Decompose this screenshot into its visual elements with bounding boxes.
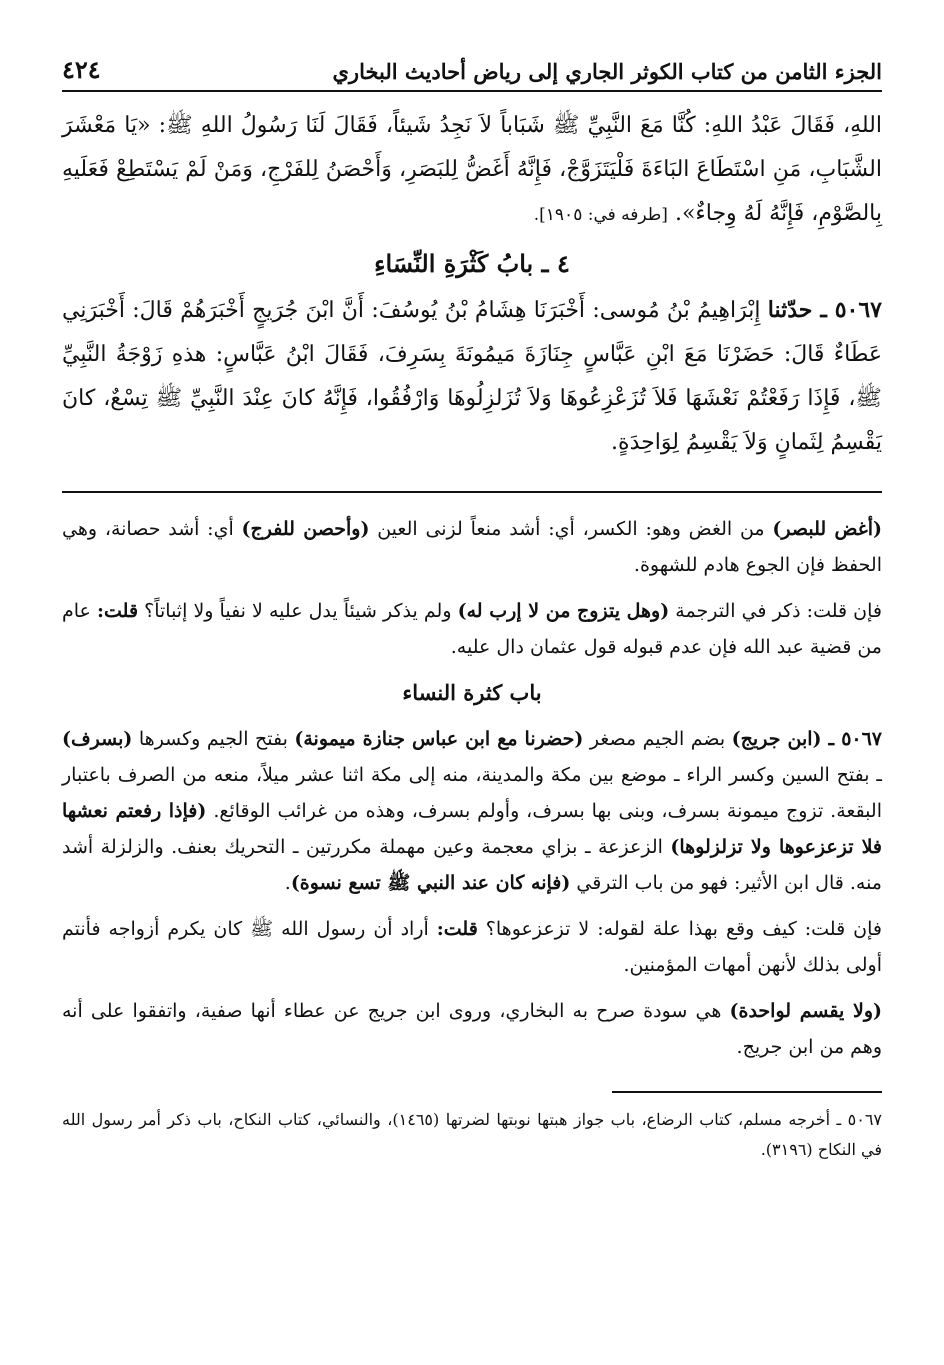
chapter-heading: ٤ ـ بابُ كَثْرَةِ النِّسَاءِ — [374, 249, 570, 278]
bold-term: (وهل يتزوج من لا إرب له) — [457, 600, 670, 622]
text-span: بضم الجيم مصغر — [583, 728, 732, 750]
bold-term: (وأحصن للفرج) — [241, 518, 370, 540]
bold-term: (أغض للبصر) — [772, 518, 882, 540]
bold-term: (فإذا رفعتم نعشها فلا تزعزعوها ولا تزلزلوها) — [62, 800, 883, 858]
commentary — [62, 511, 882, 1065]
tarf-reference: [طرفه في: ١٩٠٥]. — [533, 205, 668, 225]
commentary-heading: باب كثرة النساء — [402, 680, 542, 705]
text-span: بفتح الجيم وكسرها — [132, 728, 295, 750]
text-span: فإن قلت: ذكر في الترجمة — [669, 600, 883, 622]
commentary-paragraph — [62, 911, 882, 983]
text-span: عام من قضية عبد الله فإن عدم قبوله قول عثمان دال عليه. — [62, 600, 882, 658]
text-span: أراد أن رسول الله ﷺ كان يكرم أزواجه فأنتم أولى بذلك لأنهن أمهات المؤمنين. — [62, 918, 882, 976]
text-span: من الغض وهو: الكسر، أي: أشد منعاً لزنى العين — [369, 518, 773, 540]
bold-term: ٥٠٦٧ ـ (ابن جريج) — [731, 728, 883, 750]
commentary-paragraph — [62, 721, 882, 901]
running-title: الجزء الثامن من كتاب الكوثر الجاري إلى رياض أحاديث البخاري — [332, 59, 882, 84]
bold-term: (فإنه كان عند النبي ﷺ تسع نسوة) — [290, 872, 571, 894]
bold-term: (ولا يقسم لواحدة) — [729, 1000, 882, 1022]
text-span: ولم يذكر شيئاً يدل عليه لا نفياً ولا إثباتاً؟ — [138, 600, 458, 622]
text-span: الزعزعة ـ بزاي معجمة وعين مهملة مكررتين ـ التحريك بعنف. والزلزلة أشد منه. قال ابن الأثير: فهو من باب الترقي — [62, 836, 882, 894]
text-span: ـ بفتح السين وكسر الراء ـ موضع بين مكة والمدينة، منه إلى مكة اثنا عشر ميلاً، منعه من الصرف باعتبار البقعة. تزوج ميمونة بسرف، وبنى بها بسرف، وأولم بسرف، وهذه من غرائب الوقائع. — [62, 764, 882, 822]
hadith-5067 — [62, 288, 882, 465]
commentary-paragraph — [62, 593, 882, 665]
commentary-paragraph — [62, 511, 882, 583]
bold-term: قلت: — [436, 918, 478, 940]
hadith-text: إِبْرَاهِيمُ بْنُ مُوسى: أَخْبَرَنَا هِشَامُ بْنُ يُوسُفَ: أَنَّ ابْنَ جُرَيجٍ أَخْبَرَهُمْ قَالَ: أَخْبَرَنِي عَطَاءٌ قَالَ: حَضَرْنَا مَعَ ابْنِ عَبَّاسٍ جِنَازَةَ مَيمُونَةَ بِسَرِفَ، فَقَالَ ابْنُ عَبَّاسٍ: هذهِ زَوْجَةُ النَّبِيِّ ﷺ، فَإِذَا رَفَعْتُمْ نَعْشَهَا فَلاَ تُزَعْزِعُوهَا وَلاَ تُزَلزِلُوهَا وَارْفُقُوا، فَإِنَّهُ كانَ عِنْدَ النَّبِيِّ ﷺ تِسْعٌ، كانَ يَقْسِمُ لِثَمانٍ وَلاَ يَقْسِمُ لِوَاحِدَةٍ. — [62, 298, 882, 455]
commentary-separator — [62, 491, 882, 493]
bold-term: (بسرف) — [62, 728, 133, 750]
footnote: ٥٠٦٧ ـ أخرجه مسلم، كتاب الرضاع، باب جواز هبتها نوبتها لضرتها (١٤٦٥)، والنسائي، كتاب النكاح، باب ذكر أمر رسول الله في النكاح (٣١٩٦). — [62, 1110, 883, 1159]
running-header — [62, 40, 882, 92]
hadith-number: ٥٠٦٧ ـ حدّثنا — [767, 297, 882, 323]
footnote-separator — [612, 1091, 882, 1093]
hadith-continuation-text: اللهِ، فَقَالَ عَبْدُ اللهِ: كُنَّا مَعَ النَّبِيِّ ﷺ شَبَاباً لاَ نَجِدُ شَيئاً، فَقَالَ لَنَا رَسُولُ اللهِ ﷺ: «يَا مَعْشَرَ الشَّبَابِ، مَنِ اسْتَطَاعَ البَاءَةَ فَلْيَتَزَوَّجْ، فَإِنَّهُ أَغَضُّ لِلبَصَرِ، وَأَحْصَنُ لِلفَرْجِ، وَمَنْ لَمْ يَسْتَطِعْ فَعَلَيهِ بِالصَّوْمِ، فَإِنَّهُ لَهُ وِجاءٌ». — [62, 113, 882, 226]
book-page — [62, 40, 882, 1350]
hadith-continuation — [62, 104, 882, 237]
text-span: أي: أشد حصانة، وهي الحفظ فإن الجوع هادم للشهوة. — [62, 518, 882, 576]
commentary-paragraph — [62, 993, 882, 1065]
text-span: هي سودة صرح به البخاري، وروى ابن جريج عن عطاء أنها صفية، واتفقوا على أنه وهم من ابن جريج. — [62, 1000, 882, 1058]
bold-term: (حضرنا مع ابن عباس جنازة ميمونة) — [294, 728, 584, 750]
page-number: ٤٢٤ — [62, 55, 101, 84]
bold-term: قلت: — [96, 600, 139, 622]
text-span: . — [284, 872, 291, 894]
text-span: فإن قلت: كيف وقع بهذا علة لقوله: لا تزعزعوها؟ — [477, 918, 882, 940]
